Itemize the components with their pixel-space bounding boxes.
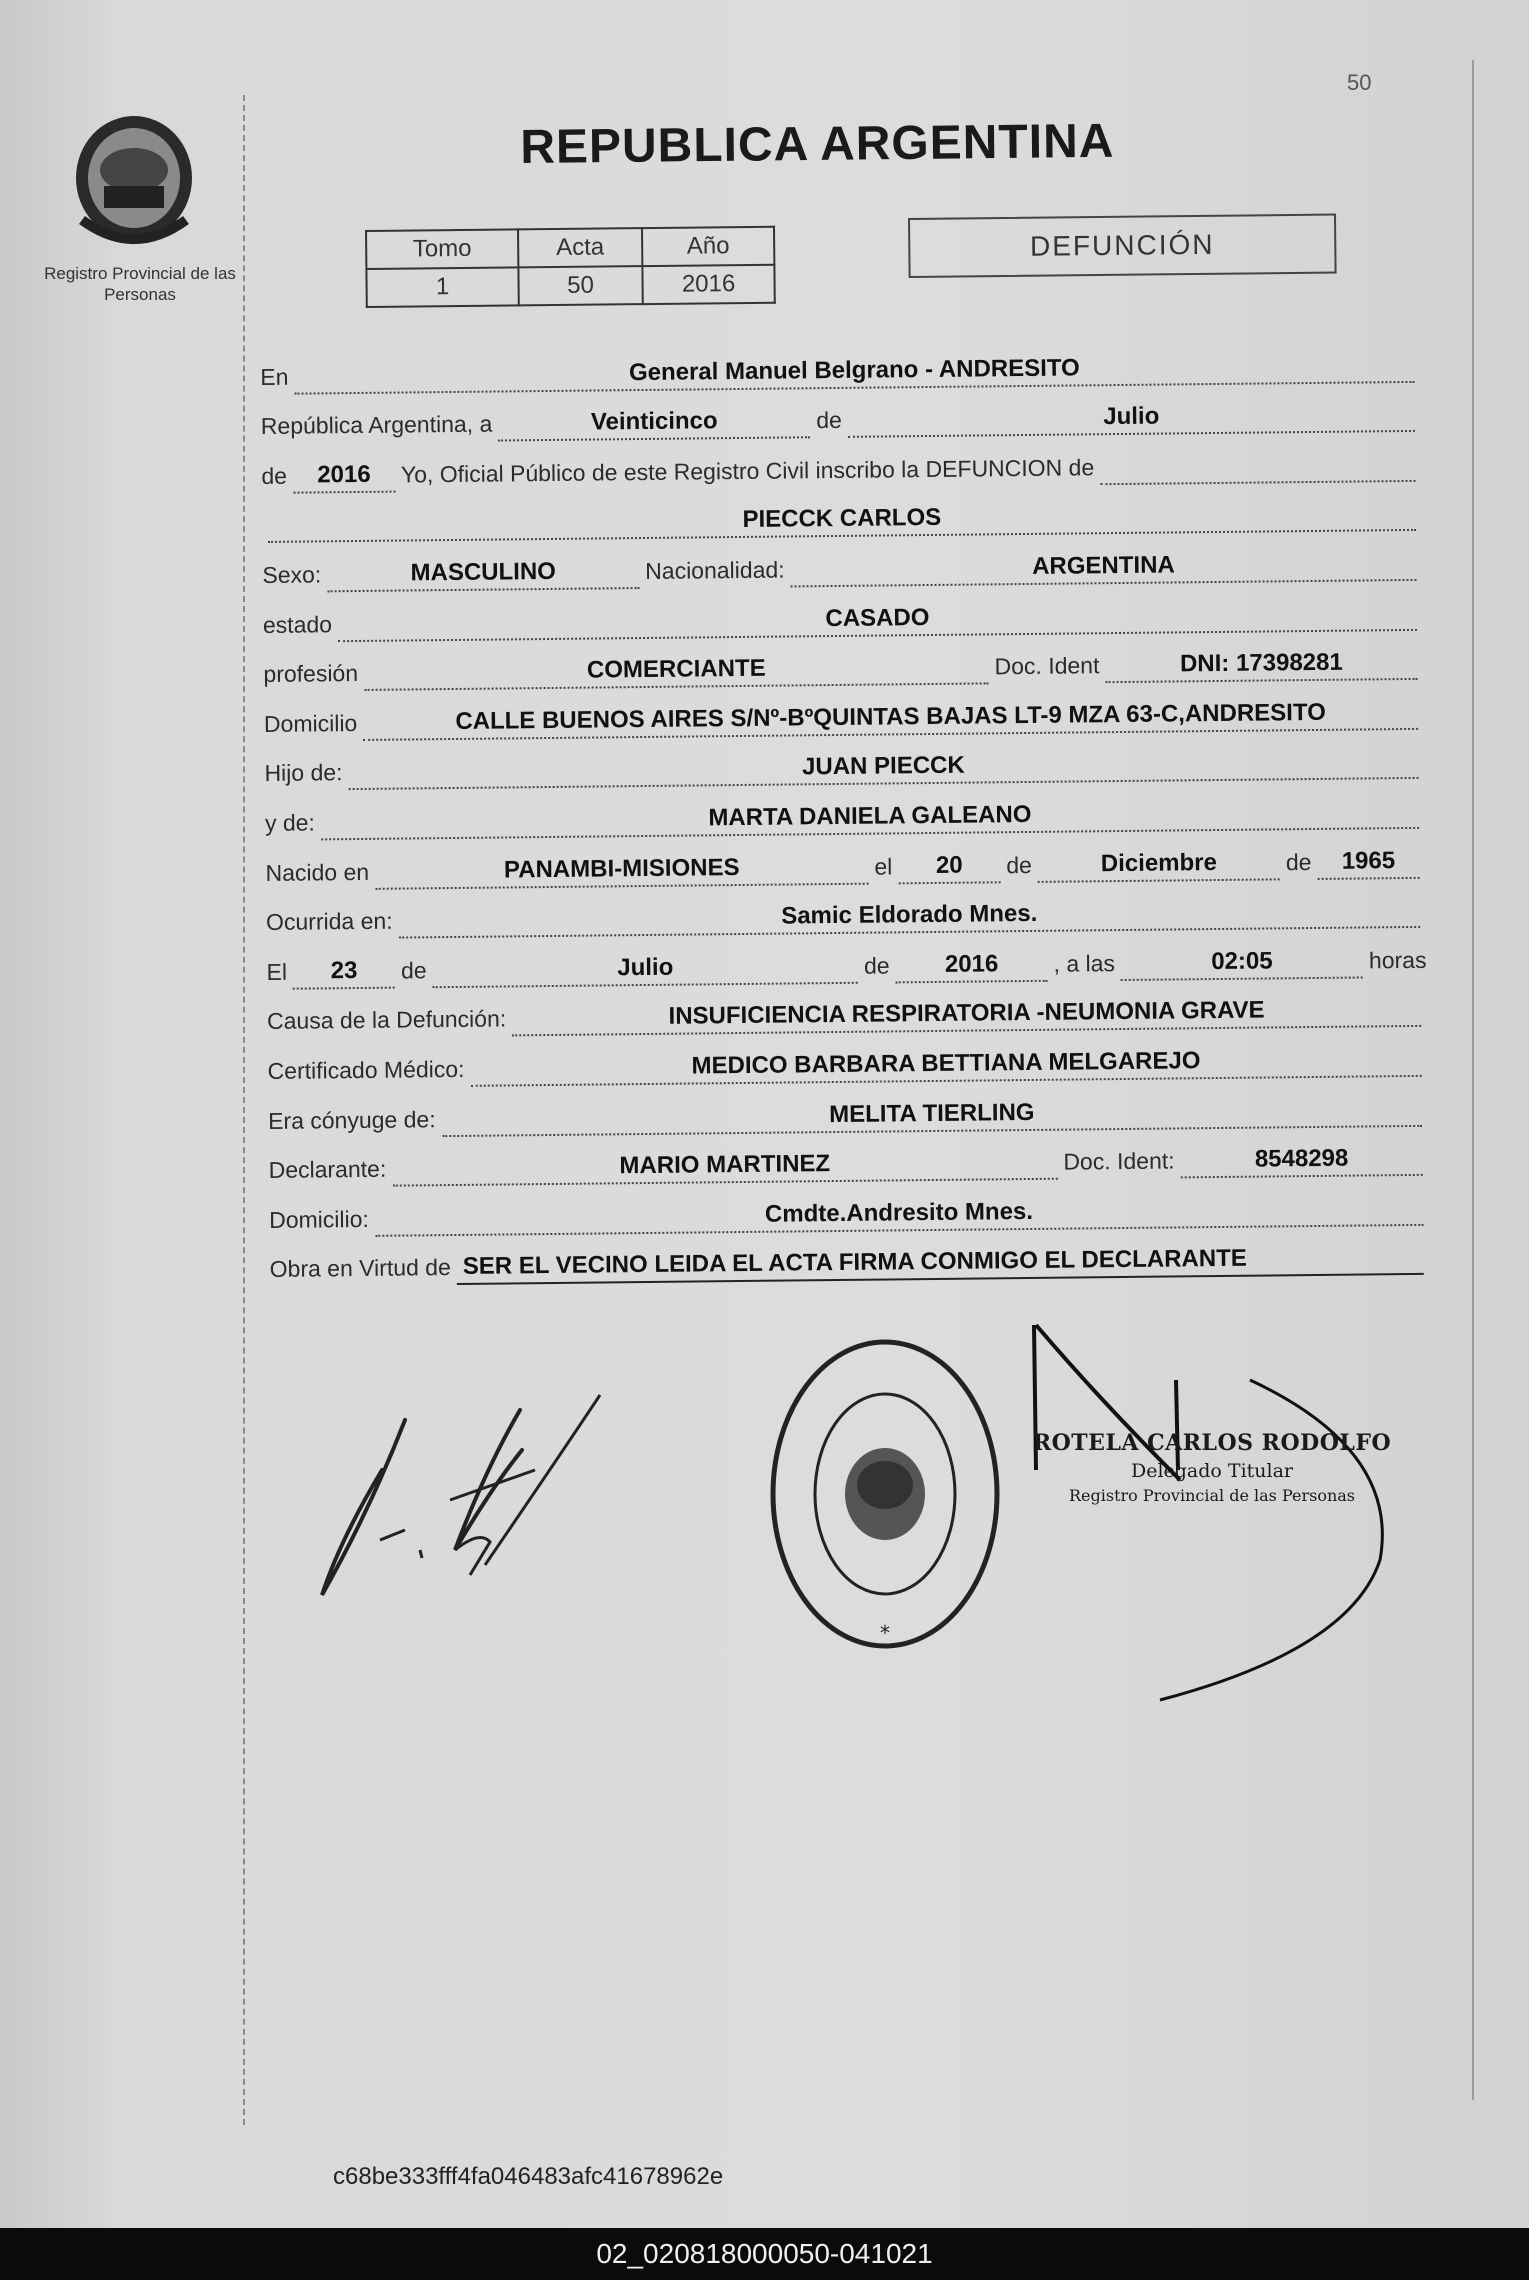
y-de-label: y de: (264, 809, 316, 836)
sexo-label: Sexo: (262, 561, 322, 588)
nac-mes-value: Diciembre (1038, 848, 1280, 883)
declarante-label: Declarante: (268, 1155, 387, 1184)
de-label: de (1285, 848, 1312, 875)
obra-label: Obra en Virtud de (269, 1254, 451, 1283)
causa-label: Causa de la Defunción: (266, 1005, 507, 1035)
de-label: de (1006, 851, 1033, 878)
ocurrida-label: Ocurrida en: (265, 907, 393, 936)
page-edge (1472, 60, 1474, 2100)
sexo-value: MASCULINO (327, 557, 639, 592)
official-dept: Registro Provincial de las Personas (1068, 1486, 1356, 1505)
nombre-value: PIECCK CARLOS (268, 499, 1416, 543)
margin-line (243, 95, 247, 2125)
nac-anio-value: 1965 (1317, 846, 1419, 879)
act-type-box: DEFUNCIÓN (908, 214, 1337, 278)
svg-text:*: * (880, 1621, 890, 1645)
header-tomo: Tomo (366, 229, 518, 269)
el2-label: El (266, 958, 288, 985)
registro-delegacion-stamp (765, 1335, 1005, 1653)
nacido-label: Nacido en (265, 858, 370, 886)
doc-ident-label: Doc. Ident (994, 652, 1100, 680)
def-mes-value: Julio (432, 951, 858, 987)
domicilio2-value: Cmdte.Andresito Mnes. (375, 1194, 1424, 1237)
page-number: 50 (1347, 70, 1372, 95)
certificado-label: Certificado Médico: (267, 1055, 465, 1084)
horas-label: horas (1368, 946, 1427, 974)
de-label: de (261, 462, 288, 489)
doc-ident2-label: Doc. Ident: (1063, 1147, 1175, 1175)
ocurrida-value: Samic Eldorado Mnes. (398, 896, 1420, 939)
official-signature (1020, 1320, 1420, 1720)
republica-label: República Argentina, a (260, 410, 493, 440)
official-block (1022, 1430, 1402, 1505)
obra-value: SER EL VECINO LEIDA EL ACTA FIRMA CONMIGO EL DECLARANTE (457, 1243, 1424, 1285)
def-dia-value: 23 (293, 956, 395, 989)
de-label: de (400, 957, 427, 984)
official-name: ROTELA CARLOS RODOLFO (1032, 1430, 1392, 1456)
value-tomo: 1 (366, 267, 518, 307)
value-acta: 50 (518, 266, 642, 305)
certificado-value: MEDICO BARBARA BETTIANA MELGAREJO (470, 1045, 1421, 1087)
hijo-label: Hijo de: (264, 759, 343, 787)
hora-value: 02:05 (1121, 946, 1363, 981)
document-hash: c68be333fff4fa046483afc41678962e (333, 2163, 724, 2190)
el-label: el (874, 852, 893, 880)
header-anio: Año (642, 227, 774, 266)
registro-label: Registro Provincial de las Personas (44, 264, 236, 304)
conyuge-label: Era cónyuge de: (267, 1105, 436, 1134)
domicilio-label: Domicilio (263, 709, 358, 737)
footer-id: 02_020818000050-041021 (0, 2230, 1529, 2280)
nacionalidad-value: ARGENTINA (790, 549, 1416, 588)
nacionalidad-label: Nacionalidad: (645, 556, 785, 584)
conyuge-value: MELITA TIERLING (441, 1094, 1422, 1136)
value-anio: 2016 (642, 265, 774, 304)
doc-ident-value: DNI: 17398281 (1105, 648, 1417, 683)
page-title: REPUBLICA ARGENTINA (520, 114, 1115, 174)
a-las-label: , a las (1053, 949, 1116, 977)
causa-value: INSUFICIENCIA RESPIRATORIA -NEUMONIA GRAVE (512, 995, 1421, 1037)
declarante-value: MARIO MARTINEZ (392, 1148, 1057, 1187)
certificate-fields (260, 333, 1430, 1287)
estado-label: estado (262, 610, 333, 638)
def-anio-value: 2016 (895, 950, 1047, 984)
doc-ident2-value: 8548298 (1180, 1144, 1422, 1179)
de-label: de (863, 952, 890, 979)
header-acta: Acta (518, 228, 642, 267)
nac-dia-value: 20 (898, 851, 1000, 884)
declarante-signature (310, 1390, 610, 1620)
madre-value: MARTA DANIELA GALEANO (321, 797, 1419, 840)
estado-value: CASADO (338, 598, 1417, 641)
en-value: General Manuel Belgrano - ANDRESITO (294, 351, 1414, 395)
dia-value: Veinticinco (498, 406, 810, 441)
inscribo-label: Yo, Oficial Público de este Registro Civil inscribo la DEFUNCION de (400, 454, 1095, 488)
de-label: de (816, 407, 842, 434)
en-label: En (260, 363, 289, 390)
profesion-label: profesión (263, 660, 359, 688)
padre-value: JUAN PIECCK (348, 747, 1418, 790)
profesion-value: COMERCIANTE (364, 653, 989, 692)
official-role: Delegado Titular (1130, 1460, 1294, 1482)
tomo-acta-anio-table (365, 226, 776, 308)
nacido-value: PANAMBI-MISIONES (375, 852, 869, 889)
mes-value: Julio (848, 400, 1415, 438)
domicilio2-label: Domicilio: (269, 1205, 369, 1233)
anio-value: 2016 (293, 460, 395, 493)
domicilio-value: CALLE BUENOS AIRES S/Nº-BºQUINTAS BAJAS LT-9 MZA 63-C,ANDRESITO (363, 698, 1418, 741)
provincia-misiones-seal-icon (68, 108, 200, 250)
